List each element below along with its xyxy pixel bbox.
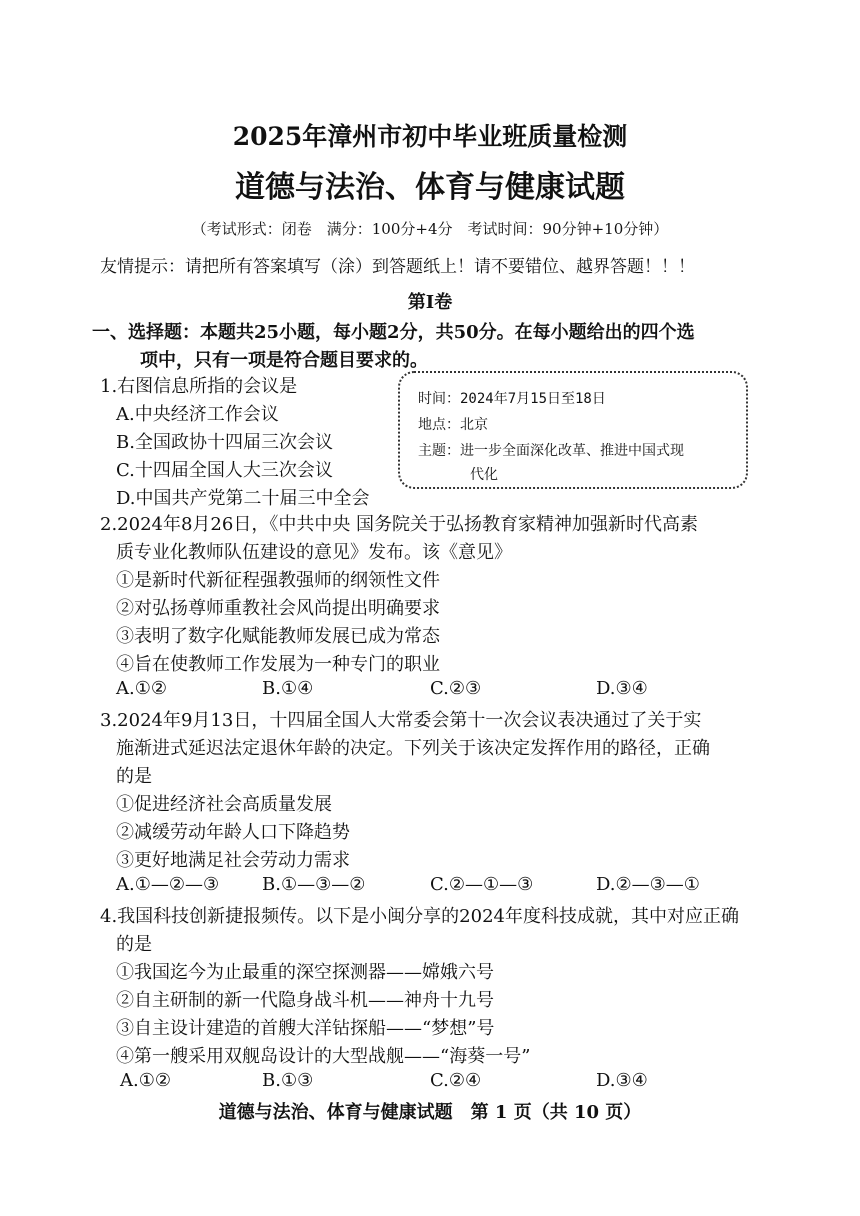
q2-item-1: ①是新时代新征程强教强师的纲领性文件	[116, 570, 440, 591]
q3-option-b: B.①—③—②	[262, 874, 366, 895]
q2-item-4: ④旨在使教师工作发展为一种专门的职业	[116, 654, 440, 675]
q1-option-c: C.十四届全国人大三次会议	[116, 460, 333, 481]
q2-option-b: B.①④	[262, 678, 314, 699]
friendly-tip: 友情提示：请把所有答案填写（涂）到答题纸上！请不要错位、越界答题！！！	[100, 257, 695, 277]
q4-stem-line2: 的是	[116, 934, 152, 955]
q4-item-4: ④第一艘采用双舰岛设计的大型战舰——“海葵一号”	[116, 1046, 531, 1067]
q3-stem-line2: 施渐进式延迟法定退休年龄的决定。下列关于该决定发挥作用的路径，正确	[116, 738, 710, 759]
q3-item-3: ③更好地满足社会劳动力需求	[116, 850, 350, 871]
exam-info: （考试形式：闭卷 满分：100分+4分 考试时间：90分钟+10分钟）	[191, 220, 669, 238]
q2-item-2: ②对弘扬尊师重教社会风尚提出明确要求	[116, 598, 440, 619]
q4-item-2: ②自主研制的新一代隐身战斗机——神舟十九号	[116, 990, 494, 1011]
q4-option-c: C.②④	[430, 1070, 482, 1091]
q3-item-2: ②减缓劳动年龄人口下降趋势	[116, 822, 350, 843]
q2-stem-line2: 质专业化教师队伍建设的意见》发布。该《意见》	[116, 542, 512, 563]
q2-option-d: D.③④	[596, 678, 648, 699]
q4-option-d: D.③④	[596, 1070, 648, 1091]
subject-title: 道德与法治、体育与健康试题	[235, 170, 625, 205]
q2-item-3: ③表明了数字化赋能教师发展已成为常态	[116, 626, 440, 647]
q4-item-1: ①我国迄今为止最重的深空探测器——嫦娥六号	[116, 962, 494, 983]
exam-title: 2025年漳州市初中毕业班质量检测	[232, 122, 628, 151]
q1-option-d: D.中国共产党第二十届三中全会	[116, 488, 370, 509]
q3-option-a: A.①—②—③	[116, 874, 220, 895]
q3-option-d: D.②—③—①	[596, 874, 700, 895]
meeting-place: 地点：北京	[418, 417, 488, 433]
q2-option-a: A.①②	[116, 678, 167, 699]
q4-option-a: A.①②	[120, 1070, 171, 1091]
q2-stem-line1: 2.2024年8月26日，《中共中央 国务院关于弘扬教育家精神加强新时代高素	[100, 514, 699, 535]
q4-item-3: ③自主设计建造的首艘大洋钻探船——“梦想”号	[116, 1018, 495, 1039]
q2-option-c: C.②③	[430, 678, 482, 699]
q1-option-b: B.全国政协十四届三次会议	[116, 432, 333, 453]
meeting-theme-continued: 代化	[470, 467, 498, 483]
q4-stem-line1: 4.我国科技创新捷报频传。以下是小闽分享的2024年度科技成就，其中对应正确	[100, 906, 739, 927]
section-instruction-line2: 项中，只有一项是符合题目要求的。	[140, 350, 428, 371]
q3-stem-line3: 的是	[116, 766, 152, 787]
q3-option-c: C.②—①—③	[430, 874, 534, 895]
q1-option-a: A.中央经济工作会议	[116, 404, 279, 425]
part-title: 第Ⅰ卷	[407, 292, 453, 313]
meeting-theme: 主题：进一步全面深化改革、推进中国式现	[418, 443, 684, 459]
q3-item-1: ①促进经济社会高质量发展	[116, 794, 332, 815]
q3-stem-line1: 3.2024年9月13日，十四届全国人大常委会第十一次会议表决通过了关于实	[100, 710, 702, 731]
q1-stem: 1.右图信息所指的会议是	[100, 376, 298, 397]
section-instruction-line1: 一、选择题：本题共25小题，每小题2分，共50分。在每小题给出的四个选	[92, 322, 695, 343]
meeting-time: 时间：2024年7月15日至18日	[418, 391, 606, 407]
page-footer: 道德与法治、体育与健康试题 第 1 页（共 10 页）	[218, 1102, 642, 1123]
q4-option-b: B.①③	[262, 1070, 314, 1091]
meeting-info-box	[398, 371, 748, 489]
